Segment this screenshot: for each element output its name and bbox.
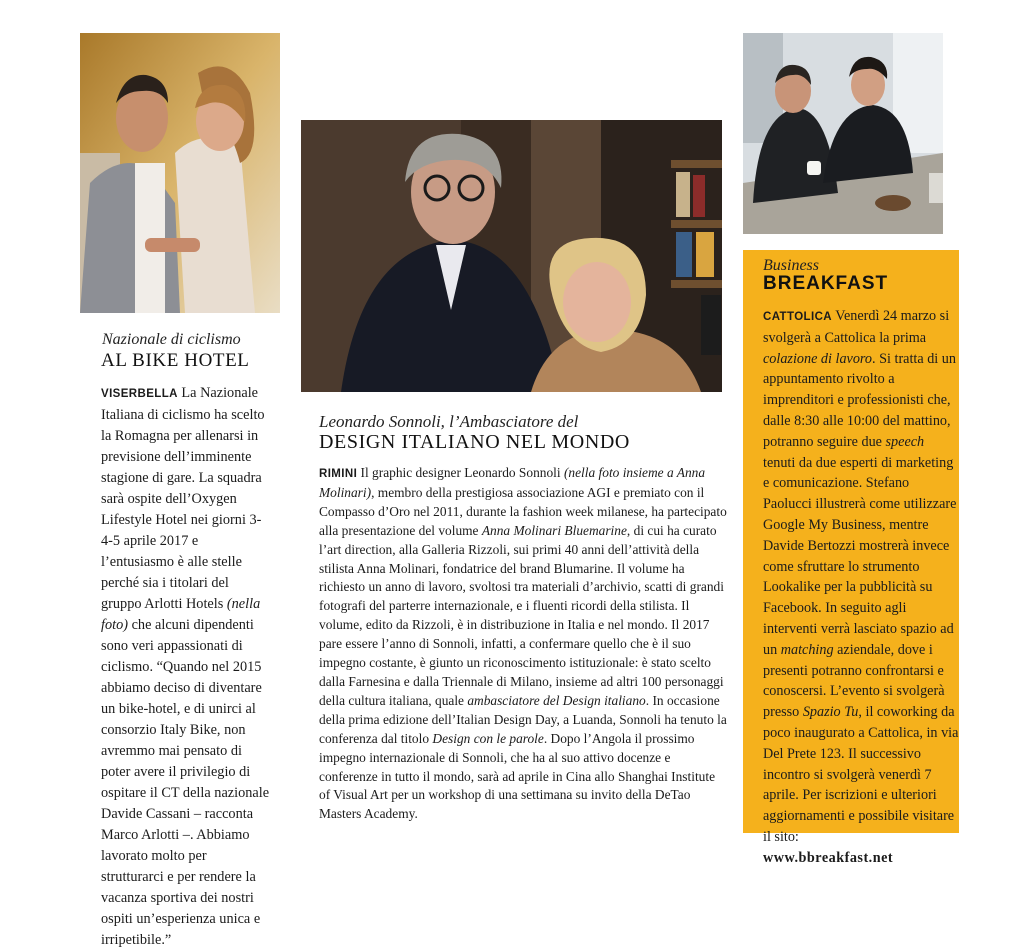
design-kicker: Leonardo Sonnoli, l’Ambasciatore del: [319, 412, 579, 431]
breakfast-kicker: Business: [763, 257, 819, 274]
bike-text-2: che alcuni dipendenti sono veri appassionati di ciclismo. “Quando nel 2015 abbiamo deciso di diventare un bike-hotel, e di unirci al consorzio Italy Bike, non avremmo mai pensato di poter avere il privilegio di ospitare il CT della nazionale Davide Cassani – racconta Marco Arlotti –. Abbiamo lavorato molto per strutturarci e per rendere la vacanza sportiva dei nostri ospiti un’esperienza unica e irripetibile.”: [101, 617, 270, 948]
breakfast-dateline: CATTOLICA: [763, 311, 832, 323]
design-text-3: , di cui ha curato l’art direction, alla Galleria Rizzoli, sui primi 40 anni dell’attività della stilista Anna Molinari, fondatrice del brand Blumarine. Il volume ha richiesto un anno di lavoro, svoltosi tra materiali d’archivio, scatti di grandi fotografi del parterre internazionale, e i fluenti ricordi della stilista. Il volume, edito da Rizzoli, è in distribuzione in Italia e nel mondo. Il 2017 pare essere l’anno di Sonnoli, infatti, a confermare quello che è il suo impegno costante, è giunto un riconoscimento istituzionale: è stato scelto dalla Farnesina e dalla Triennale di Milano, insieme ad altri 100 personaggi della cultura italiana, quale: [319, 522, 724, 708]
design-italic-4: Design con le parole: [432, 730, 544, 746]
bike-body: [101, 383, 271, 951]
design-italic-3: ambasciatore del Design italiano: [467, 692, 646, 708]
photo-couple-icon: [80, 33, 280, 313]
photo-breakfast-meeting-icon: [743, 33, 943, 234]
design-headline: DESIGN ITALIANO NEL MONDO: [319, 431, 630, 453]
breakfast-headline: BREAKFAST: [763, 273, 889, 294]
breakfast-body: [763, 306, 959, 869]
bike-text-1: La Nazionale Italiana di ciclismo ha scelto la Romagna per allenarsi in previsione dell’imminente stagione di gare. La squadra sarà ospite dell’Oxygen Lifestyle Hotel nei giorni 3-4-5 aprile 2017 e l’entusiasmo è alle stelle perché sia i titolari del gruppo Arlotti Hotels: [101, 385, 265, 612]
breakfast-text-2: . Si tratta di un appuntamento rivolto a imprenditori e professionisti che, dalle 8:30 alle 10:00 del mattino, potranno seguire due: [763, 350, 956, 450]
breakfast-italic-2: speech: [885, 433, 925, 450]
design-italic-1: (nella foto insieme a Anna Molinari): [319, 465, 706, 500]
breakfast-italic-4: Spazio Tu: [802, 704, 859, 721]
bike-headline: AL BIKE HOTEL: [101, 350, 250, 371]
breakfast-text-4: aziendale, dove i presenti potranno confrontarsi e conoscersi. L’evento si svolgerà presso: [763, 641, 945, 721]
bike-text-italic: (nella foto): [101, 596, 261, 633]
bike-dateline: VISERBELLA: [101, 388, 178, 400]
design-dateline: RIMINI: [319, 468, 358, 480]
breakfast-text-3: tenuti da due esperti di marketing e comunicazione. Stefano Paolucci illustrerà come utilizzare Google My Business, mentre Davide Bertozzi mostrerà invece come sfruttare lo strumento Lookalike per la pubblicità su Facebook. In seguito agli interventi verrà lasciato spazio ad un: [763, 454, 957, 658]
design-text-4: . In occasione della prima edizione dell’Italian Design Day, a Luanda, Sonnoli ha tenuto la conferenza dal titolo: [319, 692, 727, 746]
breakfast-italic-3: matching: [780, 641, 834, 658]
design-text-1: Il graphic designer Leonardo Sonnoli: [357, 465, 564, 480]
design-body: [319, 464, 729, 824]
breakfast-text-5: , il coworking da poco inaugurato a Cattolica, in via Del Prete 123. Il successivo incontro si svolgerà venerdì 7 aprile. Per iscrizioni e ulteriori aggiornamenti e possibile visitare il sito:: [763, 704, 959, 845]
design-text-5: . Dopo l’Angola il prossimo impegno internazionale di Sonnoli, che ha al suo attivo docenze e conferenze in tutto il mondo, sarà ad aprile in Cina allo Shanghai Institute of Visual Art per un workshop di una settimana su invito della DeTao Masters Academy.: [319, 730, 716, 822]
design-text-2: , membro della prestigiosa associazione AGI e premiato con il Compasso d’Oro nel 2011, durante la fashion week milanese, ha partecipato alla presentazione del volume: [319, 484, 727, 538]
breakfast-italic-1: colazione di lavoro: [763, 350, 873, 367]
design-italic-2: Anna Molinari Bluemarine: [481, 522, 627, 538]
bike-kicker: Nazionale di ciclismo: [102, 331, 241, 348]
breakfast-text-1: Venerdì 24 marzo si svolgerà a Cattolica la prima: [763, 308, 950, 346]
breakfast-url-link[interactable]: www.bbreakfast.net: [763, 849, 894, 866]
photo-sonnoli-molinari-icon: [301, 120, 722, 392]
